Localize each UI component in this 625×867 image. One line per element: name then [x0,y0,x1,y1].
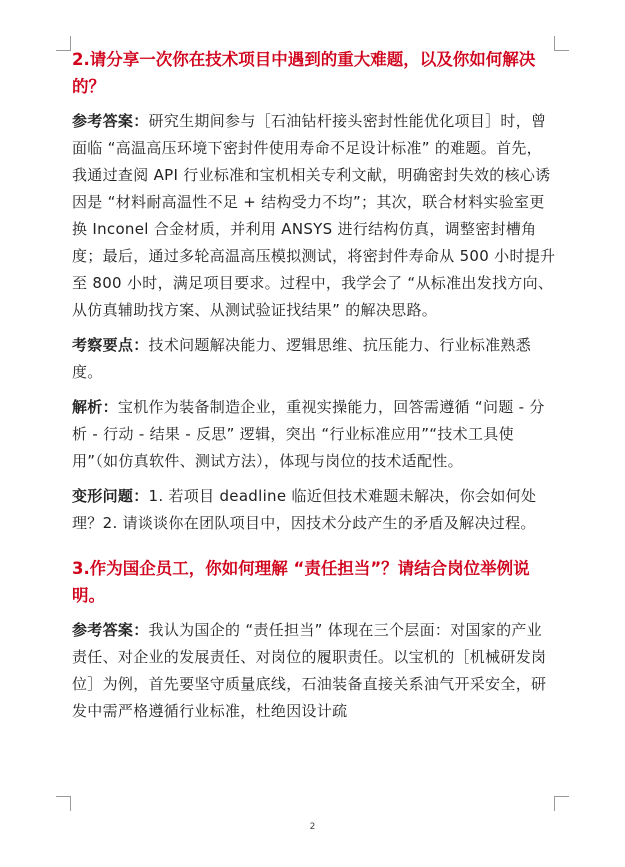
question-3-answer [72,617,556,725]
question-2-key-points [72,332,556,386]
answer-text: 研究生期间参与［石油钻杆接头密封性能优化项目］时，曾面临 “高温高压环境下密封件使用寿命不足设计标准” 的难题。首先，我通过查阅 API 行业标准和宝机相关专利文献，明确密封失效的核心诱因是 “材料耐高温性不足 + 结构受力不均”；其次，联合材料实验室更换 Inconel 合金材质，并利用 ANSYS 进行结构仿真，调整密封槽角度；最后，通过多轮高温高压模拟测试，将密封件寿命从 500 小时提升至 800 小时，满足项目要求。过程中，我学会了 “从标准出发找方向、从仿真辅助找方案、从测试验证找结果” 的解决思路。 [72,112,556,319]
question-3-heading: 3.作为国企员工，你如何理解 “责任担当”？请结合岗位举例说明。 [72,559,530,605]
question-2-answer [72,108,556,324]
question-2-section [72,46,556,537]
variant-text: 1. 若项目 deadline 临近但技术难题未解决，你会如何处理？2. 请谈谈你在团队项目中，因技术分歧产生的矛盾及解决过程。 [72,487,537,532]
analysis-label: 解析： [72,398,118,416]
question-3-section [72,555,556,725]
answer-label: 参考答案： [72,112,149,130]
crop-mark-bottom-left [56,796,71,811]
crop-mark-top-left [56,36,71,51]
page-content [72,46,556,733]
answer-label: 参考答案： [72,621,149,639]
question-2-analysis [72,394,556,475]
analysis-text: 宝机作为装备制造企业，重视实操能力，回答需遵循 “问题 - 分析 - 行动 - 结果 - 反思” 逻辑，突出 “行业标准应用”“技术工具使用”（如仿真软件、测试方法），体现与岗位的技术适配性。 [72,398,545,470]
question-2-variants [72,483,556,537]
answer-text: 我认为国企的 “责任担当” 体现在三个层面：对国家的产业责任、对企业的发展责任、对岗位的履职责任。以宝机的［机械研发岗位］为例，首先要坚守质量底线，石油装备直接关系油气开采安全，研发中需严格遵循行业标准，杜绝因设计疏 [72,621,547,720]
key-points-label: 考察要点： [72,336,149,354]
crop-mark-top-right [554,36,569,51]
crop-mark-bottom-right [554,796,569,811]
question-2-heading: 2.请分享一次你在技术项目中遇到的重大难题，以及你如何解决的？ [72,50,536,96]
variant-label: 变形问题： [72,487,149,505]
key-points-text: 技术问题解决能力、逻辑思维、抗压能力、行业标准熟悉度。 [72,336,532,381]
page-number: 2 [309,822,316,832]
